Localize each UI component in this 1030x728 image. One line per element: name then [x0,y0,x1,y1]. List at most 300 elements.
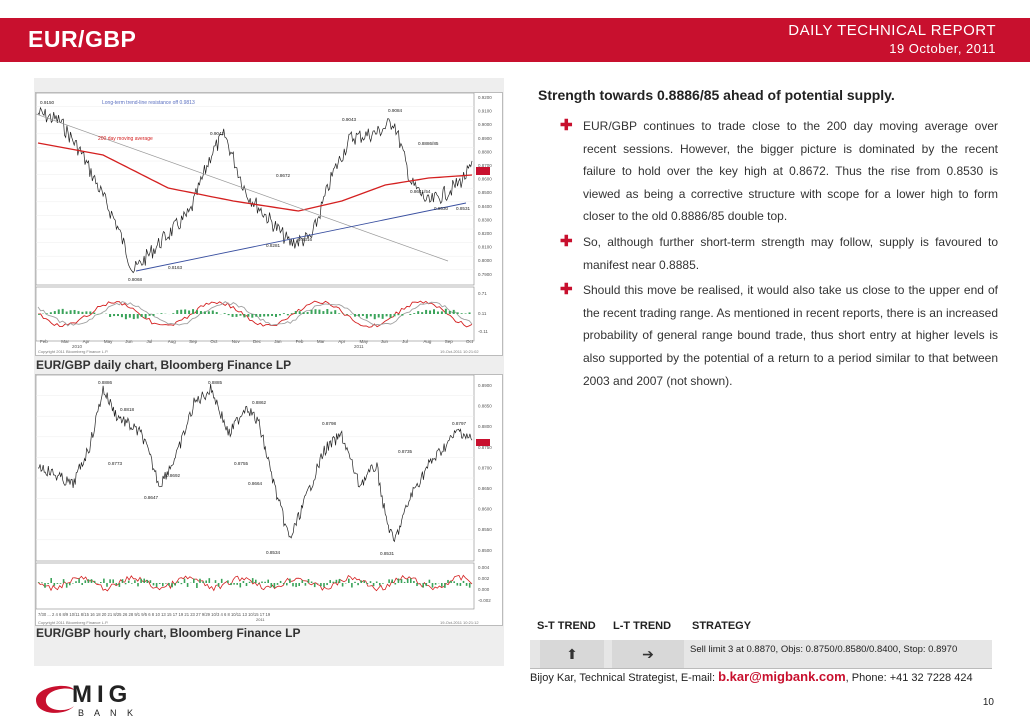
daily-year-right: 2011 [354,344,364,349]
hourly-osc-bar [41,582,43,583]
hourly-osc-bar [379,583,381,586]
hourly-osc-bar [230,583,232,585]
hourly-osc-bar [150,580,152,583]
daily-label: 0.8531 [456,206,471,211]
hourly-label: 0.8773 [108,461,123,466]
hourly-osc-bar [116,583,118,585]
hourly-osc-bar [429,580,431,583]
daily-label: 0.9084 [388,108,403,113]
hourly-osc-bar [295,583,297,587]
hourly-osc-bar [329,580,331,583]
hourly-osc-bar [258,583,260,584]
hourly-osc-bar [72,583,74,584]
daily-osc-bar [200,311,202,314]
daily-osc-tick-label: -0.11 [478,329,488,334]
hourly-osc-tick-label: 0.004 [478,565,490,570]
hourly-osc-bar [69,583,71,585]
hourly-osc-bar [435,583,437,585]
hourly-osc-bar [450,581,452,583]
daily-osc-bar [184,309,186,314]
daily-osc-bar [354,314,356,317]
hourly-osc-bar [249,582,251,583]
hourly-osc-bar [305,583,307,586]
hourly-osc-bar [88,579,90,583]
hourly-osc-bar [391,579,393,583]
daily-osc-bar [465,313,467,314]
hourly-osc-bar [264,582,266,583]
daily-copyright: Copyright 2011 Bloomberg Finance L.P. [38,349,109,354]
hourly-osc-bar [205,580,207,583]
daily-y-tick-label: 0.8100 [478,244,492,250]
hourly-osc-bar [202,581,204,583]
daily-label: 0.8163 [168,265,183,270]
daily-osc-bar [85,311,87,314]
hourly-osc-bar [106,583,108,587]
daily-osc-bar [299,311,301,314]
daily-trend-note: Long-term trend-line resistance off 0.9813 [102,100,195,106]
daily-osc-bar [121,314,123,317]
hourly-osc-bar [314,583,316,587]
daily-osc-bar [263,314,265,317]
daily-osc-bar [74,310,76,314]
daily-osc-bar [374,314,376,319]
daily-x-tick-label: Jun [380,339,389,344]
hourly-osc-bar [277,583,279,585]
hourly-osc-bar [54,583,56,586]
contact-suffix: , Phone: +41 32 7228 424 [845,672,973,684]
daily-osc-bar [117,314,119,316]
daily-x-tick-label: Sep [189,339,198,344]
hourly-osc-bar [453,581,455,583]
hourly-osc-bar [289,579,291,583]
daily-label: 0.8641/54 [410,189,431,194]
daily-x-tick-label: Mar [61,339,70,344]
daily-x-tick-label: Sep [444,339,453,344]
hourly-label: 0.8886 [98,380,113,385]
daily-x-tick-label: Oct [210,339,218,344]
daily-osc-bar [346,314,348,315]
strategy-text: Sell limit 3 at 0.8870, Objs: 0.8750/0.8580/0.8400, Stop: 0.8970 [690,644,958,655]
daily-osc-bar [307,312,309,314]
daily-osc-bar [275,314,277,317]
hourly-osc-bar [413,581,415,583]
daily-osc-bar [413,313,415,314]
hourly-osc-bar [50,578,52,583]
hourly-osc-bar [333,582,335,583]
hourly-osc-bar [209,578,211,583]
hourly-osc-bar [286,583,288,585]
daily-osc-bar [457,312,459,314]
daily-osc-bar [401,314,403,316]
hourly-osc-bar [376,581,378,583]
daily-osc-bar [315,309,317,314]
daily-osc-tick-label: 0.11 [478,311,487,316]
hourly-label: 0.8755 [234,461,249,466]
hourly-osc-bar [326,583,328,585]
hourly-osc-bar [63,579,65,583]
daily-osc-bar [141,314,143,317]
daily-label: 0.9150 [40,100,55,105]
daily-osc-bar [46,313,48,314]
hourly-osc-bar [184,579,186,583]
hourly-osc-bar [140,579,142,583]
hourly-y-tick-label: 0.8550 [478,527,492,533]
daily-y-tick-label: 0.8400 [478,203,492,209]
hourly-osc-bar [171,583,173,587]
daily-osc-bar [441,311,443,314]
contact-email-link[interactable]: b.kar@migbank.com [718,669,846,684]
hourly-y-tick-label: 0.8750 [478,444,492,450]
hourly-osc-bar [60,583,62,584]
daily-osc-bar [469,312,471,314]
daily-x-tick-label: May [103,339,113,344]
hourly-osc-bar [401,579,403,583]
hourly-y-tick-label: 0.8500 [478,547,492,553]
hourly-osc-bar [218,583,220,587]
daily-osc-bar [362,314,364,316]
hourly-osc-bar [75,581,77,583]
daily-label: 0.8672 [276,173,291,178]
plus-icon: ✚ [560,232,573,250]
daily-osc-bar [50,312,52,314]
hourly-timestamp: 19-Oct-2011 10:21:12 [440,620,479,625]
contact-prefix: Bijoy Kar, Technical Strategist, E-mail: [530,672,719,684]
hourly-osc-bar [227,580,229,583]
hourly-osc-bar [159,583,161,584]
daily-y-tick-label: 0.8900 [478,135,492,141]
daily-osc-bar [89,311,91,314]
hourly-osc-bar [199,579,201,583]
hourly-osc-tick-label: -0.002 [478,598,491,603]
daily-osc-bar [311,310,313,314]
hourly-osc-bar [364,581,366,583]
hourly-osc-bar [466,583,468,586]
daily-osc-bar [255,314,257,317]
hourly-osc-bar [283,583,285,584]
hourly-osc-bar [441,583,443,587]
hourly-osc-bar [168,583,170,586]
hourly-chart-caption: EUR/GBP hourly chart, Bloomberg Finance LP [36,626,301,640]
hourly-osc-bar [388,579,390,583]
daily-osc-bar [93,313,95,314]
daily-osc-bar [382,314,384,319]
daily-osc-bar [358,314,360,316]
daily-y-tick-label: 0.9200 [478,95,492,100]
hourly-osc-bar [357,583,359,585]
hourly-osc-bar [410,578,412,583]
daily-label: 0.8316 [298,237,313,242]
daily-osc-bar [386,314,388,316]
daily-osc-bar [224,313,226,314]
daily-x-tick-label: Apr [338,339,346,344]
hourly-osc-bar [100,582,102,583]
daily-osc-bar [433,309,435,314]
daily-chart [35,92,503,356]
daily-osc-bar [125,314,127,319]
hourly-osc-bar [162,583,164,586]
daily-x-tick-label: Jan [274,339,282,344]
daily-osc-bar [243,314,245,317]
daily-osc-bar [145,314,147,318]
mig-bank-logo [30,676,180,720]
logo-subtitle: B A N K [78,708,138,718]
daily-osc-bar [129,314,131,318]
hourly-osc-bar [47,583,49,584]
daily-y-tick-label: 0.8500 [478,190,492,196]
hourly-osc-bar [373,583,375,586]
plus-icon: ✚ [560,117,573,134]
hourly-osc-bar [354,582,356,583]
hourly-label: 0.8862 [252,400,267,405]
daily-osc-bar [449,311,451,314]
hourly-osc-bar [252,578,254,583]
daily-osc-bar [137,314,139,319]
hourly-osc-bar [147,580,149,583]
hourly-osc-bar [311,582,313,583]
hourly-osc-bar [271,583,273,587]
daily-osc-bar [228,314,230,315]
daily-osc-bar [113,314,115,316]
daily-osc-bar [445,309,447,314]
daily-y-tick-label: 0.9100 [478,108,492,114]
hourly-osc-tick-label: 0.002 [478,576,490,581]
daily-osc-bar [66,312,68,314]
hourly-osc-bar [255,580,257,583]
daily-chart-caption: EUR/GBP daily chart, Bloomberg Finance LP [36,358,292,372]
daily-osc-bar [204,311,206,314]
hourly-osc-bar [360,580,362,583]
hourly-osc-bar [236,583,238,585]
daily-osc-bar [334,310,336,314]
hourly-osc-bar [94,581,96,583]
daily-osc-bar [192,309,194,314]
hourly-osc-bar [320,583,322,586]
daily-x-tick-label: Feb [295,339,304,344]
daily-x-tick-label: Apr [82,339,90,344]
daily-osc-bar [366,314,368,319]
commentary-headline: Strength towards 0.8886/85 ahead of potential supply. [538,87,895,103]
daily-x-tick-label: Mar [316,339,325,344]
daily-osc-bar [318,310,320,314]
daily-osc-bar [303,312,305,314]
commentary-bullet [538,115,998,228]
daily-osc-bar [421,312,423,314]
daily-osc-bar [38,314,40,315]
daily-osc-bar [370,314,372,316]
hourly-osc-bar [457,583,459,586]
commentary-bullet [538,231,998,276]
daily-osc-bar [196,310,198,314]
daily-y-tick-label: 0.8300 [478,217,492,223]
daily-osc-bar [58,309,60,314]
hourly-osc-bar [143,579,145,583]
hourly-osc-bar [261,582,263,583]
daily-osc-bar [188,310,190,314]
daily-osc-bar [109,314,111,317]
daily-osc-bar [409,314,411,315]
report-title: DAILY TECHNICAL REPORT [788,22,996,39]
hourly-osc-bar [240,583,242,587]
daily-x-tick-label: Aug [423,339,432,344]
hourly-osc-bar [178,581,180,583]
hourly-x-axis-labels: 7/30 ... 2 4 6 8/9 10/11 8/15 16 18 20 21 8/25 26 28 9/1 9/5 6 8 10 13 15 17 19 21 23 27 9/29 10/3 4 6 8 10/11 13 10/15 17 19 [38,612,271,617]
report-header [0,18,1030,62]
commentary-bullet [538,279,998,392]
hourly-chart [35,374,503,626]
daily-osc-bar [279,314,281,315]
daily-osc-bar [172,313,174,314]
hourly-y-tick-label: 0.8650 [478,486,492,491]
hourly-osc-bar [122,579,124,583]
daily-x-tick-label: Jul [146,339,153,344]
daily-osc-bar [81,312,83,314]
hourly-label: 0.8818 [120,407,135,412]
daily-osc-bar [394,314,396,316]
hourly-osc-bar [280,581,282,583]
hourly-osc-tick-label: 0.000 [478,587,490,592]
daily-osc-bar [417,311,419,314]
logo-word: MIG [72,681,133,708]
hourly-osc-bar [193,579,195,583]
daily-osc-bar [437,312,439,314]
daily-osc-bar [326,309,328,314]
hourly-osc-bar [426,583,428,586]
hourly-osc-bar [109,579,111,583]
hourly-y-tick-label: 0.8600 [478,506,492,512]
hourly-copyright: Copyright 2011 Bloomberg Finance L.P. [38,620,109,625]
daily-osc-bar [259,314,261,317]
hourly-osc-bar [342,583,344,587]
plus-icon: ✚ [560,281,573,299]
daily-osc-bar [78,311,80,314]
strategy-header: STRATEGY [692,620,752,632]
hourly-osc-bar [348,579,350,583]
daily-osc-bar [149,314,151,316]
daily-osc-bar [247,314,249,317]
daily-osc-bar [180,310,182,314]
hourly-osc-bar [78,579,80,583]
daily-osc-bar [287,314,289,315]
daily-osc-bar [397,314,399,315]
hourly-osc-bar [302,580,304,583]
daily-osc-bar [216,312,218,314]
commentary-bullet-text: So, although further short-term strength may follow, supply is favoured to manifest near 0.8885. [583,234,998,272]
contact-line [530,669,973,684]
daily-timestamp: 19-Oct-2011 10:21:02 [440,349,479,354]
hourly-osc-bar [187,583,189,587]
hourly-osc-bar [292,583,294,586]
daily-osc-bar [153,314,155,316]
daily-price-marker [476,167,490,175]
hourly-label: 0.8531 [380,551,395,556]
daily-osc-tick-label: 0.71 [478,291,487,296]
hourly-osc-bar [38,582,40,583]
daily-x-tick-label: May [359,339,369,344]
daily-x-tick-label: Jun [125,339,133,344]
daily-x-tick-label: Aug [167,339,176,344]
hourly-osc-bar [215,580,217,583]
hourly-osc-bar [463,581,465,583]
daily-label: 0.8886/85 [418,141,439,146]
commentary-bullet-text: EUR/GBP continues to trade close to the 200 day moving average over recent sessions. However, the bigger picture is dominated by the recent failure to hold over the key high at 0.8672. Thus the rise from 0.8530 is viewed as being a corrective structure with scope for a lower high to form closer to the old 0.8886/85 double top. [583,119,998,224]
daily-label: 0.8530 [434,206,449,211]
hourly-osc-bar [134,580,136,583]
hourly-osc-bar [469,583,471,588]
hourly-osc-bar [57,583,59,584]
daily-osc-bar [453,310,455,314]
hourly-osc-bar [422,583,424,588]
daily-osc-bar [62,309,64,314]
daily-label: 0.8281 [266,243,281,248]
st-trend-cell [540,640,604,668]
hourly-osc-bar [267,580,269,583]
hourly-osc-bar [339,579,341,583]
daily-osc-bar [236,314,238,317]
daily-osc-bar [232,314,234,317]
daily-x-tick-label: Jul [402,339,408,344]
hourly-osc-bar [460,583,462,586]
hourly-osc-bar [137,583,139,586]
daily-x-tick-label: Feb [40,339,48,344]
arrow-up-icon: ⬆ [566,645,578,662]
hourly-y-tick-label: 0.8700 [478,465,492,471]
hourly-label: 0.8664 [248,481,263,486]
daily-chart-canvas [36,93,502,355]
daily-osc-bar [322,311,324,314]
hourly-osc-bar [165,583,167,584]
hourly-label: 0.8797 [452,421,467,426]
daily-label: 0.9042 [210,131,225,136]
daily-osc-bar [208,311,210,314]
daily-osc-bar [239,314,241,316]
daily-x-tick-label: Oct [466,339,474,344]
daily-osc-bar [54,311,56,314]
hourly-osc-bar [416,583,418,586]
hourly-osc-bar [153,583,155,585]
hourly-osc-bar [243,581,245,583]
hourly-osc-bar [128,581,130,583]
hourly-osc-bar [298,583,300,586]
hourly-osc-bar [196,583,198,588]
st-trend-header: S-T TREND [537,620,596,632]
lt-trend-cell [612,640,684,668]
daily-osc-bar [295,311,297,314]
daily-osc-bar [429,311,431,314]
hourly-y-tick-label: 0.8900 [478,383,492,388]
daily-y-tick-label: 0.9000 [478,122,492,128]
daily-osc-bar [271,314,273,316]
hourly-osc-bar [370,581,372,583]
hourly-label: 0.8735 [398,449,413,454]
daily-osc-bar [425,310,427,314]
hourly-osc-bar [156,583,158,587]
daily-osc-bar [283,313,285,314]
hourly-osc-bar [274,583,276,588]
hourly-osc-bar [382,583,384,584]
hourly-osc-bar [308,579,310,583]
daily-x-tick-label: Nov [231,339,240,344]
hourly-osc-bar [125,583,127,584]
hourly-osc-bar [395,583,397,585]
hourly-osc-bar [112,579,114,583]
hourly-osc-bar [336,580,338,583]
logo-swoosh-icon [36,686,74,713]
daily-label: 0.9043 [342,117,357,122]
hourly-osc-bar [246,583,248,586]
hourly-osc-bar [398,579,400,583]
currency-pair-title: EUR/GBP [28,26,137,52]
hourly-osc-bar [404,582,406,583]
